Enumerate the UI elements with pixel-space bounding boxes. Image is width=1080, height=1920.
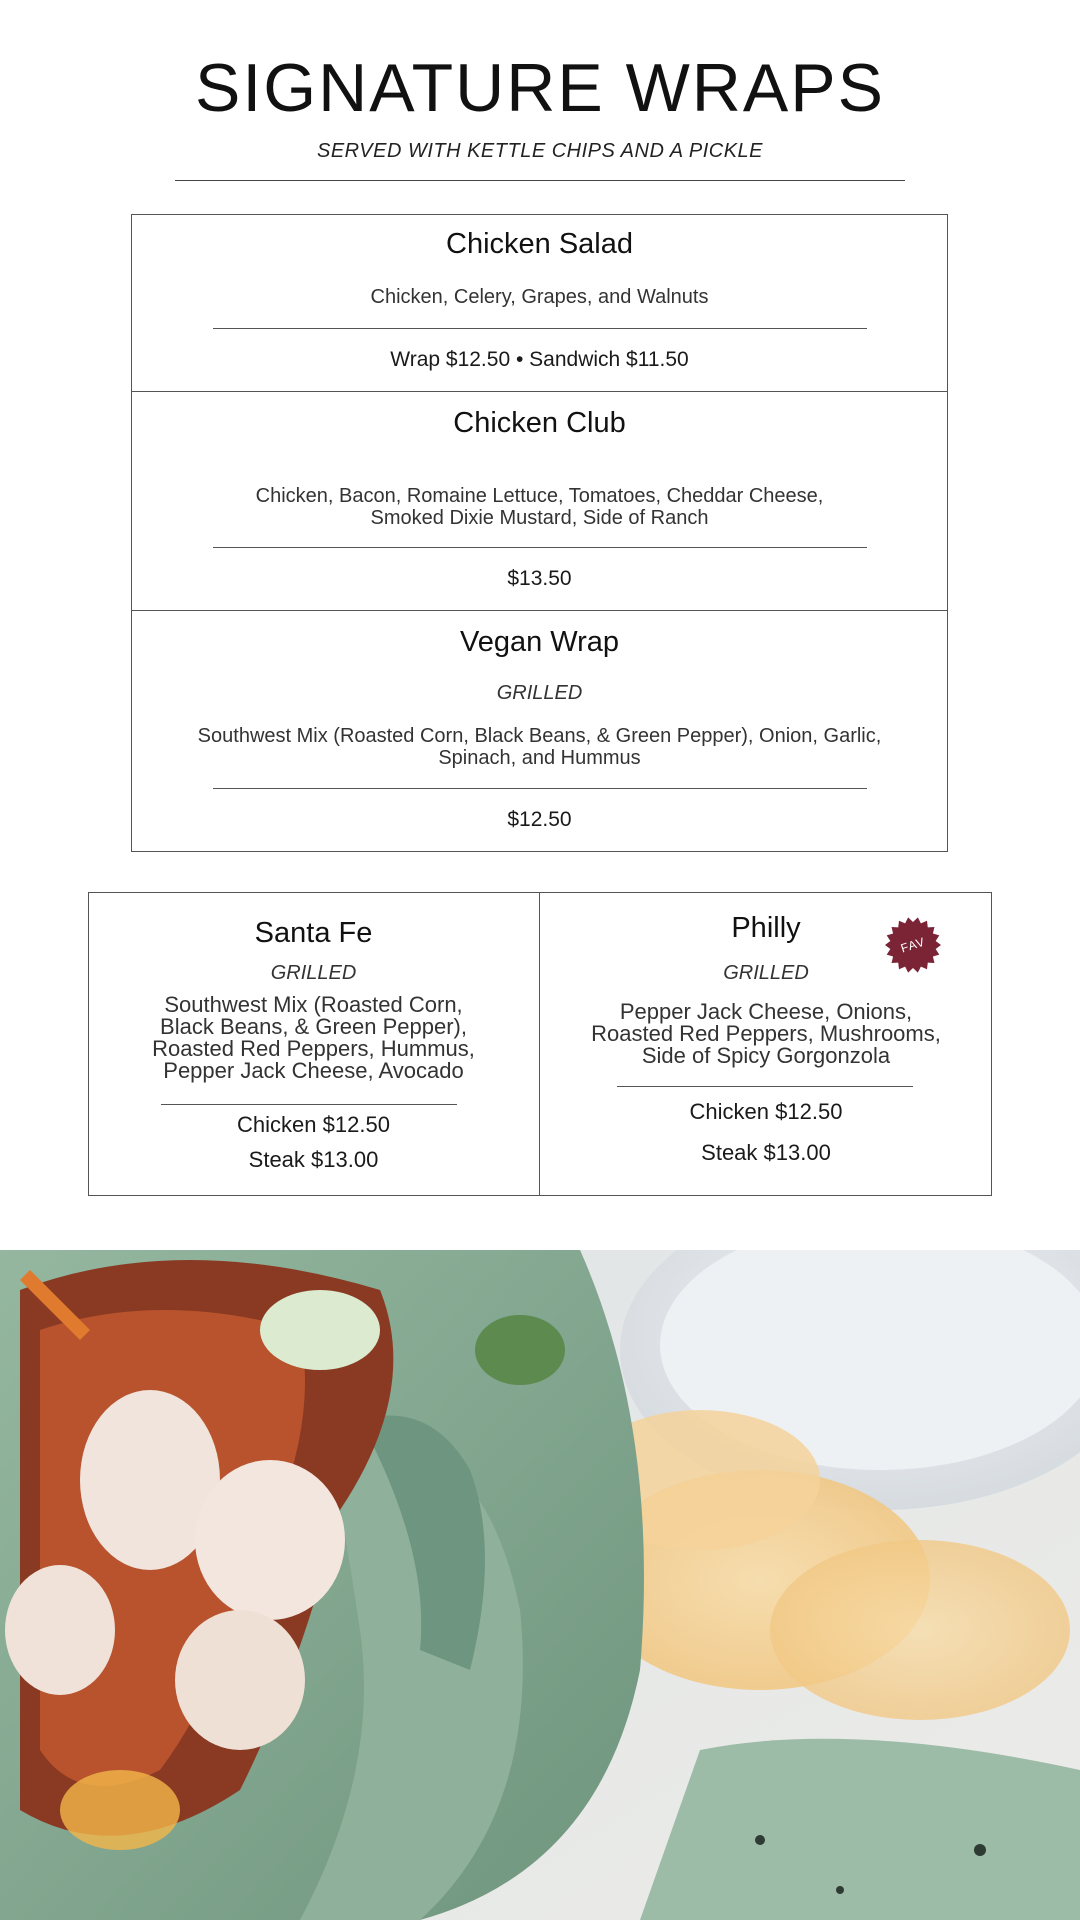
item-divider bbox=[617, 1086, 913, 1087]
item-divider bbox=[161, 1104, 457, 1105]
item-description-line: Chicken, Bacon, Romaine Lettuce, Tomatoes, Cheddar Cheese, bbox=[255, 485, 824, 507]
item-price-steak: Steak $13.00 bbox=[701, 1140, 831, 1165]
item-description-line: Smoked Dixie Mustard, Side of Ranch bbox=[370, 507, 709, 529]
item-description-line: Pepper Jack Cheese, Onions, bbox=[619, 999, 913, 1024]
section-divider bbox=[131, 610, 948, 611]
wrap-photo-illustration bbox=[0, 1250, 1080, 1920]
item-description-line: Black Beans, & Green Pepper), bbox=[160, 1014, 467, 1039]
item-tag: GRILLED bbox=[270, 962, 357, 984]
item-name-vegan-wrap: Vegan Wrap bbox=[459, 626, 620, 658]
item-divider bbox=[213, 788, 867, 789]
item-name-santa-fe: Santa Fe bbox=[254, 917, 373, 949]
page-subtitle: SERVED WITH KETTLE CHIPS AND A PICKLE bbox=[317, 140, 763, 162]
item-description-line: Side of Spicy Gorgonzola bbox=[641, 1043, 891, 1068]
title-divider bbox=[175, 180, 905, 181]
item-divider bbox=[213, 328, 867, 329]
section-divider bbox=[131, 391, 948, 392]
item-price-steak: Steak $13.00 bbox=[248, 1147, 379, 1172]
item-tag: GRILLED bbox=[723, 962, 809, 984]
item-description bbox=[88, 994, 539, 1082]
item-description-line: Roasted Red Peppers, Mushrooms, bbox=[591, 1021, 941, 1046]
item-price-chicken: Chicken $12.50 bbox=[237, 1112, 390, 1137]
item-description-line: Roasted Red Peppers, Hummus, bbox=[152, 1036, 475, 1061]
item-description: Chicken, Celery, Grapes, and Walnuts bbox=[370, 286, 709, 308]
item-description-line: Spinach, and Hummus bbox=[438, 747, 641, 769]
item-price: $13.50 bbox=[507, 567, 572, 590]
item-description bbox=[540, 1001, 992, 1067]
item-description-line: Pepper Jack Cheese, Avocado bbox=[163, 1058, 464, 1083]
fav-badge-label: FAV bbox=[899, 934, 927, 956]
item-name-chicken-club: Chicken Club bbox=[453, 407, 626, 439]
item-price: $12.50 bbox=[507, 808, 572, 831]
item-name-philly: Philly bbox=[731, 912, 801, 944]
item-price-chicken: Chicken $12.50 bbox=[689, 1099, 843, 1124]
food-photo bbox=[0, 1250, 1080, 1920]
item-description-line: Southwest Mix (Roasted Corn, Black Beans, & Green Pepper), Onion, Garlic, bbox=[197, 725, 882, 747]
item-price: Wrap $12.50 • Sandwich $11.50 bbox=[390, 348, 689, 371]
item-divider bbox=[213, 547, 867, 548]
item-tag: GRILLED bbox=[496, 682, 583, 704]
item-description-line: Southwest Mix (Roasted Corn, bbox=[164, 992, 463, 1017]
item-name-chicken-salad: Chicken Salad bbox=[446, 228, 633, 260]
page-title: SIGNATURE WRAPS bbox=[195, 50, 885, 126]
